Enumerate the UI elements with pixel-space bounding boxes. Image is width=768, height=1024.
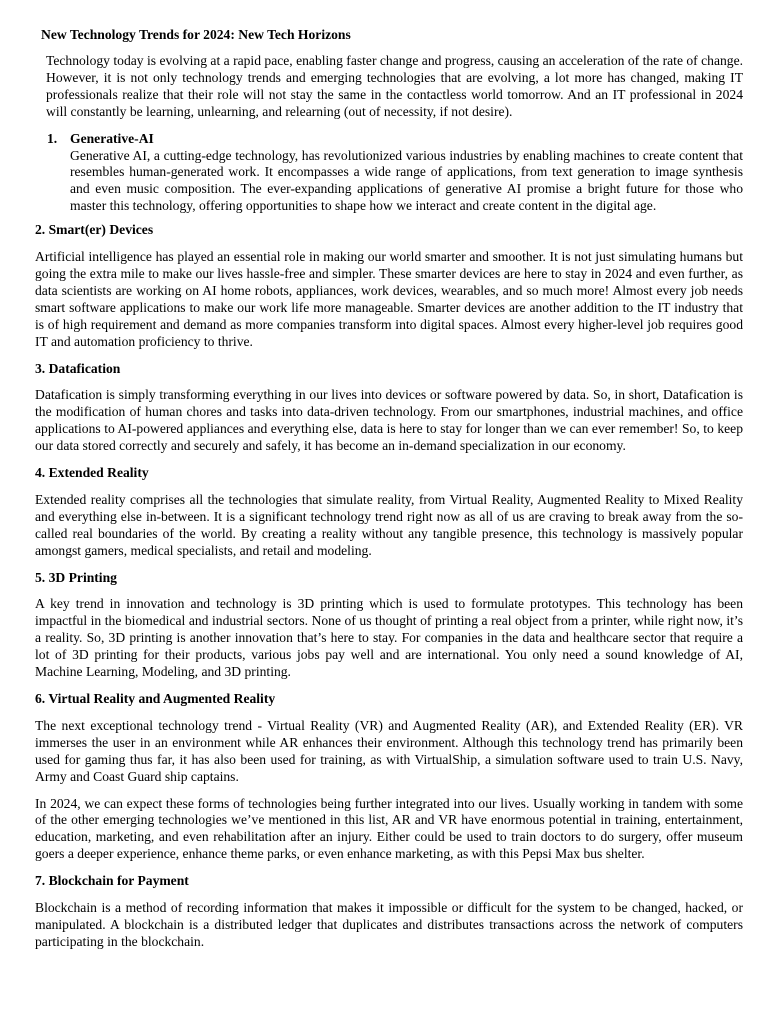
section-paragraph: Blockchain is a method of recording information that makes it impossible or difficult for the system to be changed, hacked, or manipulated. A blockchain is a distributed ledger that duplicates and distributes transactions across the network of computers participating in the blockchain. bbox=[35, 900, 743, 949]
section-paragraph: The next exceptional technology trend - Virtual Reality (VR) and Augmented Reality (AR), and Extended Reality (ER). VR immerses the user in an environment while AR enhances their environment. Although this technology trend has primarily been used for gaming thus far, it has also been used for training, as with VirtualShip, a simulation software used to train U.S. Navy, Army and Coast Guard ship captains. bbox=[35, 717, 743, 784]
section-heading: 7. Blockchain for Payment bbox=[35, 873, 189, 889]
section-heading: 6. Virtual Reality and Augmented Reality bbox=[35, 691, 276, 706]
document-title: New Technology Trends for 2024: New Tech Horizons bbox=[41, 27, 351, 42]
section-paragraph: A key trend in innovation and technology is 3D printing which is used to formulate prototypes. This technology has been impactful in the biomedical and industrial sectors. None of us thought of printing a real object from a printer, while right now, it’s a reality. So, 3D printing is another innovation that’s here to stay. For companies in the data and healthcare sector that require a lot of 3D printing for their products, various jobs pay well and are international. You only need a sound knowledge of AI, Machine Learning, Modeling, and 3D printing. bbox=[35, 596, 743, 680]
section-heading: 4. Extended Reality bbox=[35, 465, 149, 481]
section-heading: 3. Datafication bbox=[35, 360, 121, 376]
section-paragraph: Extended reality comprises all the technologies that simulate reality, from Virtual Reality, Augmented Reality to Mixed Reality and everything else in-between. It is a significant technology trend right now as all of us are craving to break away from the so-called real boundaries of the world. By creating a reality without any tangible presence, this technology is massively popular amongst gamers, medical specialists, and retail and modeling. bbox=[35, 491, 743, 558]
section-datafication bbox=[35, 361, 743, 456]
list-item-number: 1. bbox=[47, 130, 58, 146]
section-paragraph: In 2024, we can expect these forms of technologies being further integrated into our lives. Usually working in tandem with some of the other emerging technologies we’ve mentioned in this list, AR and VR have enormous potential in training, entertainment, education, marketing, and even rehabilitation after an injury. Either could be used to train doctors to do surgery, offer museum goers a deeper experience, enhance theme parks, or even enhance marketing, as with this Pepsi Max bus shelter. bbox=[35, 795, 743, 862]
section-vr-ar bbox=[35, 691, 743, 863]
section-heading: 5. 3D Printing bbox=[35, 569, 117, 585]
list-item-title: Generative-AI bbox=[70, 130, 154, 146]
section-paragraph: Datafication is simply transforming everything in our lives into devices or software powered by data. So, in short, Datafication is the modification of human chores and tasks into data-driven technology. From our smartphones, industrial machines, and office applications to AI-powered appliances and everything else, data is here to stay for longer than we can ever remember! So, to keep our data stored correctly and securely and safely, it has become an in-demand specialization in our economy. bbox=[35, 387, 743, 454]
list-item-generative-ai bbox=[47, 130, 743, 216]
section-3d-printing bbox=[35, 570, 743, 681]
section-heading: 2. Smart(er) Devices bbox=[35, 222, 154, 238]
section-paragraph: Artificial intelligence has played an essential role in making our world smarter and smoother. It is not just simulating humans but going the extra mile to make our lives hassle-free and simpler. These smarter devices are here to stay in 2024 and even further, as data scientists are working on AI home robots, appliances, work devices, wearables, and so much more! Almost every job needs smart software applications to make our work life more manageable. Smarter devices are another addition to the IT industry that is of high requirement and demand as more companies transform into digital spaces. Almost every higher-level job requires good IT and automation proficiency to thrive. bbox=[35, 249, 743, 349]
section-extended-reality bbox=[35, 465, 743, 560]
intro-paragraph: Technology today is evolving at a rapid pace, enabling faster change and progress, causing an acceleration of the rate of change. However, it is not only technology trends and emerging technologies that are evolving, a lot more has changed, making IT professionals realize that their role will not stay the same in the contactless world tomorrow. And an IT professional in 2024 will constantly be learning, unlearning, and relearning (out of necessity, if not desire). bbox=[46, 53, 743, 119]
section-blockchain bbox=[35, 873, 743, 951]
section-smart-devices bbox=[35, 222, 743, 350]
list-item-body: Generative AI, a cutting-edge technology, has revolutionized various industries by enabling machines to create content that resembles human-generated work. It encompasses a wide range of applications, from text generation to image synthesis and even music composition. The ever-expanding applications of generative AI promise a bright future for those who master this technology, offering opportunities to shape how we interact and create content in the digital age. bbox=[70, 147, 743, 214]
